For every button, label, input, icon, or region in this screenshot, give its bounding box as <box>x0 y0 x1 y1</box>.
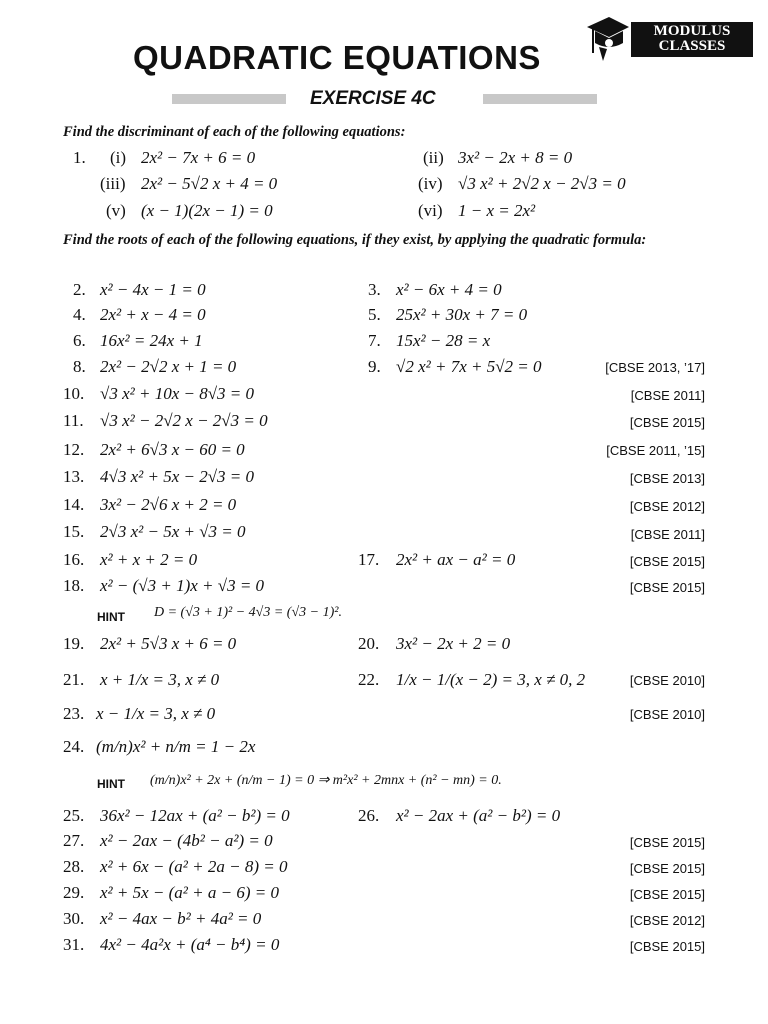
question-equation: 4√3 x² + 5x − 2√3 = 0 <box>100 467 255 486</box>
question-number: 19. <box>63 634 85 653</box>
question-number: 13. <box>63 467 85 486</box>
instruction-discriminant: Find the discriminant of each of the following equations: <box>63 124 406 140</box>
instruction-roots: Find the roots of each of the following equations, if they exist, by applying the quadratic formula: <box>63 232 647 248</box>
question-equation: x + 1/x = 3, x ≠ 0 <box>100 670 220 689</box>
q1-part-equation: 1 − x = 2x² <box>458 201 536 220</box>
graduation-cap-icon <box>585 13 631 63</box>
citation: [CBSE 2011] <box>630 388 705 403</box>
citation: [CBSE 2015] <box>629 887 705 902</box>
question-equation: x² − 4x − 1 = 0 <box>100 280 206 299</box>
exercise-bar-left <box>172 94 286 104</box>
question-equation: x² − 4ax − b² + 4a² = 0 <box>100 909 262 928</box>
q1-part-label: (i) <box>110 148 127 167</box>
question-equation: 2x² − 2√2 x + 1 = 0 <box>100 357 237 376</box>
question-number: 17. <box>358 550 380 569</box>
question-1-number: 1. <box>73 148 86 167</box>
q1-part-label: (iv) <box>418 174 443 193</box>
question-number: 10. <box>63 384 85 403</box>
citation: [CBSE 2015] <box>629 554 705 569</box>
question-number: 5. <box>368 305 381 324</box>
question-number: 9. <box>368 357 381 376</box>
citation: [CBSE 2011, ’15] <box>606 443 705 458</box>
question-equation: x² + x + 2 = 0 <box>100 550 198 569</box>
question-number: 24. <box>63 737 85 756</box>
question-number: 14. <box>63 495 85 514</box>
logo-line-1: MODULUS <box>653 23 731 39</box>
question-number: 22. <box>358 670 380 689</box>
question-number: 6. <box>73 331 86 350</box>
question-number: 2. <box>73 280 86 299</box>
question-number: 3. <box>368 280 381 299</box>
citation: [CBSE 2013, ’17] <box>605 360 705 375</box>
citation: [CBSE 2015] <box>629 939 705 954</box>
question-equation: 2x² + x − 4 = 0 <box>100 305 206 324</box>
modulus-classes-logo <box>585 13 753 63</box>
hint-text: D = (√3 + 1)² − 4√3 = (√3 − 1)². <box>154 605 342 620</box>
question-equation: x² − 2ax + (a² − b²) = 0 <box>396 806 561 825</box>
question-equation: 2x² + ax − a² = 0 <box>396 550 516 569</box>
question-number: 20. <box>358 634 380 653</box>
question-number: 8. <box>73 357 86 376</box>
citation: [CBSE 2015] <box>629 415 705 430</box>
hint-text: (m/n)x² + 2x + (n/m − 1) = 0 ⇒ m²x² + 2mnx + (n² − mn) = 0. <box>150 773 502 788</box>
question-number: 26. <box>358 806 380 825</box>
question-number: 21. <box>63 670 85 689</box>
question-number: 15. <box>63 522 85 541</box>
q1-part-label: (iii) <box>100 174 126 193</box>
question-equation: x − 1/x = 3, x ≠ 0 <box>96 704 216 723</box>
q1-part-equation: 2x² − 7x + 6 = 0 <box>141 148 256 167</box>
citation: [CBSE 2015] <box>629 835 705 850</box>
citation: [CBSE 2011] <box>630 527 705 542</box>
exercise-heading: EXERCISE 4C <box>310 88 436 109</box>
question-equation: x² − 6x + 4 = 0 <box>396 280 502 299</box>
question-equation: 2x² + 6√3 x − 60 = 0 <box>100 440 245 459</box>
question-equation: x² − (√3 + 1)x + √3 = 0 <box>100 576 265 595</box>
question-equation: (m/n)x² + n/m = 1 − 2x <box>96 737 256 756</box>
question-number: 31. <box>63 935 85 954</box>
question-equation: √2 x² + 7x + 5√2 = 0 <box>396 357 542 376</box>
q1-part-equation: 3x² − 2x + 8 = 0 <box>458 148 573 167</box>
question-equation: 25x² + 30x + 7 = 0 <box>396 305 528 324</box>
question-equation: x² + 5x − (a² + a − 6) = 0 <box>100 883 279 902</box>
question-number: 18. <box>63 576 85 595</box>
question-number: 28. <box>63 857 85 876</box>
question-equation: x² − 2ax − (4b² − a²) = 0 <box>100 831 273 850</box>
question-number: 30. <box>63 909 85 928</box>
question-equation: 3x² − 2x + 2 = 0 <box>396 634 511 653</box>
question-equation: 36x² − 12ax + (a² − b²) = 0 <box>100 806 290 825</box>
citation: [CBSE 2010] <box>629 673 705 688</box>
hint-label: HINT <box>97 610 125 624</box>
citation: [CBSE 2013] <box>629 471 705 486</box>
question-equation: 2x² + 5√3 x + 6 = 0 <box>100 634 237 653</box>
question-equation: 3x² − 2√6 x + 2 = 0 <box>100 495 237 514</box>
question-number: 11. <box>63 411 84 430</box>
page-title: QUADRATIC EQUATIONS <box>133 39 541 76</box>
question-number: 23. <box>63 704 85 723</box>
question-equation: 15x² − 28 = x <box>396 331 491 350</box>
question-equation: 16x² = 24x + 1 <box>100 331 203 350</box>
question-number: 7. <box>368 331 381 350</box>
question-number: 4. <box>73 305 86 324</box>
question-equation: 1/x − 1/(x − 2) = 3, x ≠ 0, 2 <box>396 670 586 689</box>
question-number: 27. <box>63 831 85 850</box>
q1-part-label: (vi) <box>418 201 443 220</box>
question-number: 12. <box>63 440 85 459</box>
citation: [CBSE 2012] <box>629 913 705 928</box>
logo-wordmark <box>631 22 753 57</box>
logo-line-2: CLASSES <box>658 38 726 54</box>
question-equation: 2√3 x² − 5x + √3 = 0 <box>100 522 246 541</box>
citation: [CBSE 2015] <box>629 861 705 876</box>
question-equation: x² + 6x − (a² + 2a − 8) = 0 <box>100 857 288 876</box>
question-equation: √3 x² + 10x − 8√3 = 0 <box>100 384 255 403</box>
q1-part-equation: (x − 1)(2x − 1) = 0 <box>141 201 273 220</box>
question-equation: 4x² − 4a²x + (a⁴ − b⁴) = 0 <box>100 935 280 954</box>
citation: [CBSE 2012] <box>629 499 705 514</box>
q1-part-equation: √3 x² + 2√2 x − 2√3 = 0 <box>458 174 626 193</box>
exercise-bar-right <box>483 94 597 104</box>
q1-part-label: (ii) <box>423 148 444 167</box>
q1-part-equation: 2x² − 5√2 x + 4 = 0 <box>141 174 278 193</box>
question-equation: √3 x² − 2√2 x − 2√3 = 0 <box>100 411 268 430</box>
question-number: 16. <box>63 550 85 569</box>
hint-label: HINT <box>97 777 125 791</box>
citation: [CBSE 2015] <box>629 580 705 595</box>
question-number: 25. <box>63 806 85 825</box>
question-number: 29. <box>63 883 85 902</box>
q1-part-label: (v) <box>106 201 126 220</box>
citation: [CBSE 2010] <box>629 707 705 722</box>
